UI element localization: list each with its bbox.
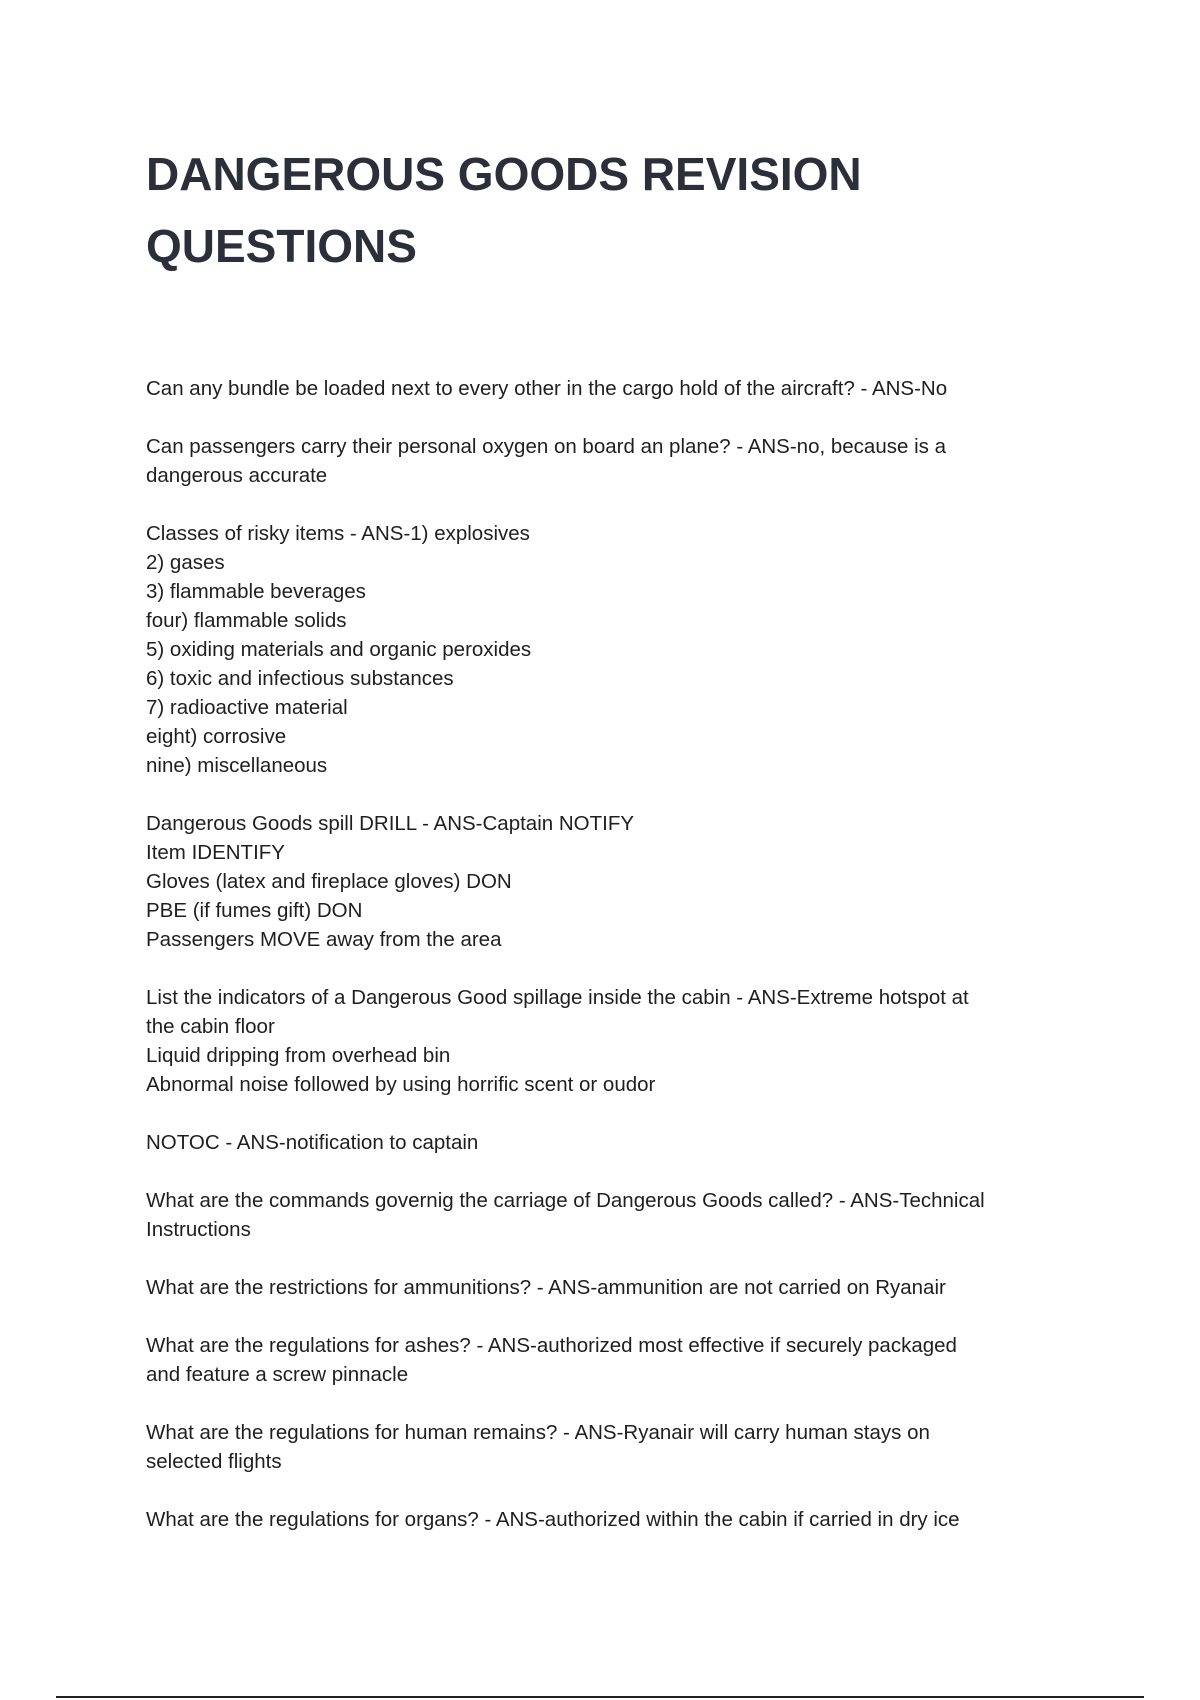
qa-answer-line: nine) miscellaneous bbox=[146, 754, 328, 777]
qa-question-line: List the indicators of a Dangerous Good spillage inside the cabin - ANS-Extreme hotspot at bbox=[146, 986, 969, 1009]
qa-answer-line: 6) toxic and infectious substances bbox=[146, 667, 454, 690]
qa-item bbox=[146, 1331, 1076, 1389]
qa-item bbox=[146, 519, 1076, 780]
qa-question-line: Can passengers carry their personal oxygen on board an plane? - ANS-no, because is a bbox=[146, 435, 946, 458]
qa-question-line: What are the regulations for organs? - ANS-authorized within the cabin if carried in dry ice bbox=[146, 1508, 960, 1531]
qa-question-line: Classes of risky items - ANS-1) explosives bbox=[146, 522, 530, 545]
qa-question-line: Can any bundle be loaded next to every other in the cargo hold of the aircraft? - ANS-No bbox=[146, 377, 948, 400]
qa-item bbox=[146, 1273, 1076, 1302]
qa-item bbox=[146, 1505, 1076, 1534]
qa-answer-line: Instructions bbox=[146, 1218, 251, 1241]
qa-answer-line: Passengers MOVE away from the area bbox=[146, 928, 502, 951]
qa-answer-line: dangerous accurate bbox=[146, 464, 328, 487]
qa-answer-line: Gloves (latex and fireplace gloves) DON bbox=[146, 870, 512, 893]
qa-answer-line: the cabin floor bbox=[146, 1015, 275, 1038]
title-line: DANGEROUS GOODS REVISION bbox=[146, 148, 862, 200]
qa-answer-line: selected flights bbox=[146, 1450, 282, 1473]
qa-item bbox=[146, 1418, 1076, 1476]
qa-list bbox=[146, 374, 1076, 1563]
qa-answer-line: Item IDENTIFY bbox=[146, 841, 285, 864]
page-bottom-rule bbox=[56, 1696, 1144, 1698]
qa-question-line: What are the regulations for human remains? - ANS-Ryanair will carry human stays on bbox=[146, 1421, 930, 1444]
qa-answer-line: and feature a screw pinnacle bbox=[146, 1363, 409, 1386]
qa-answer-line: eight) corrosive bbox=[146, 725, 287, 748]
qa-question-line: What are the regulations for ashes? - ANS-authorized most effective if securely packaged bbox=[146, 1334, 957, 1357]
qa-question-line: What are the restrictions for ammunitions? - ANS-ammunition are not carried on Ryanair bbox=[146, 1276, 946, 1299]
qa-item bbox=[146, 983, 1076, 1099]
qa-item bbox=[146, 432, 1076, 490]
qa-question-line: What are the commands governig the carriage of Dangerous Goods called? - ANS-Technical bbox=[146, 1189, 985, 1212]
qa-answer-line: 2) gases bbox=[146, 551, 225, 574]
qa-question-line: Dangerous Goods spill DRILL - ANS-Captain NOTIFY bbox=[146, 812, 635, 835]
qa-item bbox=[146, 1128, 1076, 1157]
document-title bbox=[146, 138, 1046, 282]
qa-item bbox=[146, 809, 1076, 954]
qa-answer-line: PBE (if fumes gift) DON bbox=[146, 899, 363, 922]
qa-answer-line: 3) flammable beverages bbox=[146, 580, 366, 603]
qa-item bbox=[146, 1186, 1076, 1244]
qa-answer-line: 7) radioactive material bbox=[146, 696, 348, 719]
title-line: QUESTIONS bbox=[146, 220, 417, 272]
qa-question-line: NOTOC - ANS-notification to captain bbox=[146, 1131, 479, 1154]
qa-item bbox=[146, 374, 1076, 403]
qa-answer-line: 5) oxiding materials and organic peroxides bbox=[146, 638, 532, 661]
qa-answer-line: Liquid dripping from overhead bin bbox=[146, 1044, 451, 1067]
qa-answer-line: Abnormal noise followed by using horrific scent or oudor bbox=[146, 1073, 656, 1096]
qa-answer-line: four) flammable solids bbox=[146, 609, 347, 632]
